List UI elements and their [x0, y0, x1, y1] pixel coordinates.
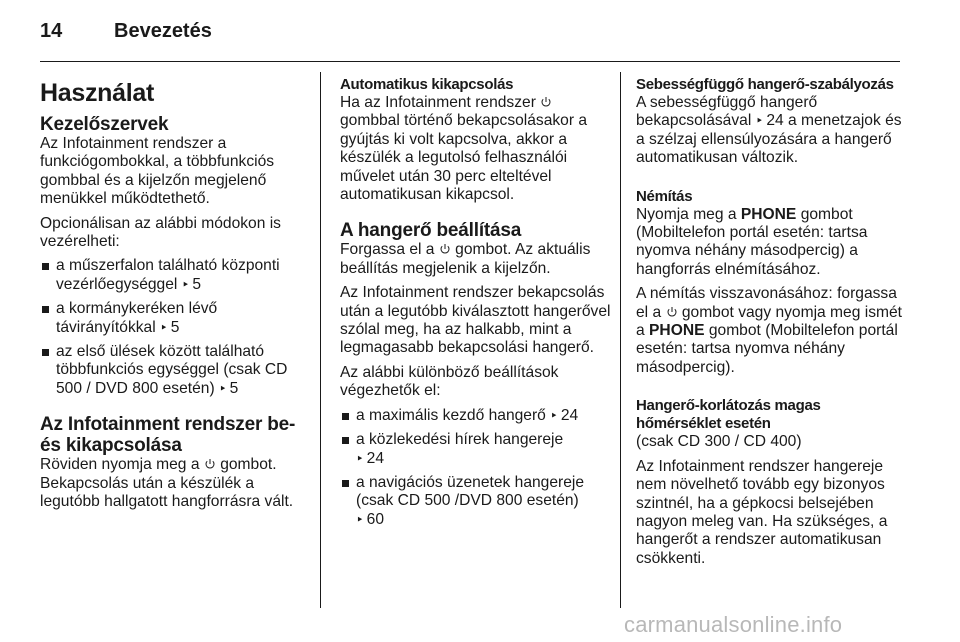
paragraph: Nyomja meg a PHONE gombot (Mobiltelefon portál esetén: tartsa nyomva néhány másodpercig) a hangforrás elnémításához. — [636, 205, 868, 278]
power-icon — [666, 306, 678, 318]
list-item: az első ülések között található többfunkciós egységgel (csak CD 500 / DVD 800 esetén) ‣ 5 — [40, 343, 312, 398]
paragraph: Opcionálisan az alábbi módokon is vezérelheti: — [40, 214, 281, 251]
subsection-heading: Hangerő-korlátozás magas hőmérséklet esetén — [636, 397, 821, 433]
chapter-title: Bevezetés — [114, 20, 212, 42]
button-name: PHONE — [649, 322, 705, 340]
header-rule — [40, 61, 900, 62]
power-icon — [439, 243, 451, 255]
bullet-list — [340, 407, 616, 529]
button-name: PHONE — [740, 205, 797, 223]
page-ref: ‣ 5 — [182, 276, 201, 293]
subsection-heading: Automatikus kikapcsolás — [340, 76, 514, 93]
subsection-heading: Sebességfüggő hangerő-szabályozás — [636, 76, 894, 93]
page-ref: ‣ 24 — [756, 112, 784, 129]
paragraph: Az Infotainment rendszer a funkciógombokkal, a többfunkciós gombbal és a kijelzőn megjelenő menükkel működtethető. — [40, 135, 275, 208]
column-3 — [636, 76, 906, 574]
subsection-heading: Az Infotainment rendszer be- és kikapcsolása — [40, 414, 296, 457]
subsection-heading: A hangerő beállítása — [340, 220, 522, 242]
page-ref: ‣ 5 — [219, 380, 238, 397]
paragraph: Az Infotainment rendszer hangereje nem növelhető tovább egy bizonyos szintnél, ha a gépkocsi belsejében nagyon meleg van. Ha szükséges, a hangerőt a rendszer automatikusan csökkenti. — [636, 457, 888, 567]
page-number: 14 — [40, 20, 63, 42]
subsection-heading: Némítás — [636, 187, 693, 205]
list-item: a műszerfalon található központi vezérlőegységgel ‣ 5 — [40, 257, 312, 294]
list-item: a maximális kezdő hangerő ‣ 24 — [340, 407, 616, 425]
list-item: a közlekedési hírek hangereje ‣ 24 — [340, 431, 616, 468]
section-heading: Használat — [40, 79, 155, 107]
page-ref: ‣ 24 — [550, 407, 578, 424]
paragraph: Röviden nyomja meg a gombot. Bekapcsolás után a készülék a legutóbb hallgatott hangforrásra vált. — [40, 456, 294, 511]
power-icon — [204, 458, 216, 470]
paragraph: Forgassa el a gombot. Az aktuális beállítás megjelenik a kijelzőn. — [340, 241, 591, 277]
column-1 — [40, 78, 312, 518]
page-ref: ‣ 60 — [356, 511, 384, 528]
paragraph: A némítás visszavonásához: forgassa el a gombot vagy nyomja meg ismét a PHONE gombot (Mobiltelefon portál esetén: tartsa nyomva néhány másodpercig). — [636, 285, 902, 376]
paragraph: (csak CD 300 / CD 400) — [636, 433, 802, 451]
watermark: carmanualsonline.info — [624, 612, 843, 637]
subsection-heading: Kezelőszervek — [40, 114, 169, 135]
power-icon — [540, 96, 552, 108]
paragraph: Ha az Infotainment rendszer gombbal történő bekapcsolásakor a gyújtás ki volt kapcsolva, akkor a készülék a legutolsó felhasználói művelet után 30 perc elteltével automatikusan kikapcsol. — [340, 94, 588, 204]
column-divider — [620, 72, 621, 608]
paragraph: A sebességfüggő hangerő bekapcsolásával ‣ 24 a menetzajok és a szélzaj ellensúlyozására a hangerő automatikusan változik. — [636, 94, 906, 168]
list-item: a navigációs üzenetek hangereje (csak CD 500 /DVD 800 esetén) ‣ 60 — [340, 474, 616, 529]
bullet-list — [40, 257, 312, 398]
page-ref: ‣ 24 — [356, 450, 384, 467]
paragraph: Az Infotainment rendszer bekapcsolás után a legutóbb kiválasztott hangerővel szólal meg, ha az halkabb, mint a legmagasabb bekapcsolási hangerő. — [340, 284, 611, 357]
column-2 — [340, 76, 616, 535]
column-divider — [320, 72, 321, 608]
list-item: a kormánykeréken lévő távirányítókkal ‣ 5 — [40, 300, 312, 337]
page-ref: ‣ 5 — [160, 319, 179, 336]
paragraph: Az alábbi különböző beállítások végezhetők el: — [340, 363, 559, 400]
